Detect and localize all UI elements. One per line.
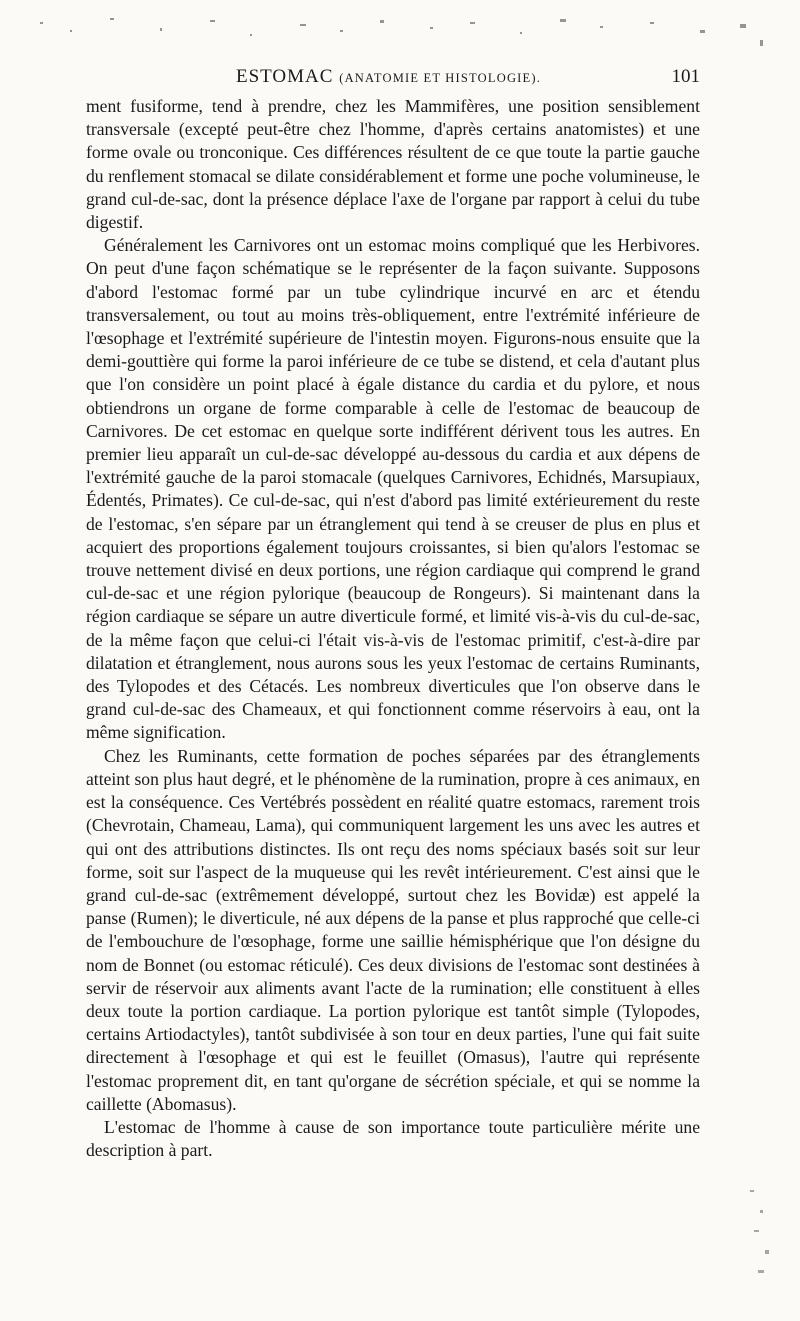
paragraph-1: ment fusiforme, tend à prendre, chez les Mammifères, une position sensiblement transversale (excepté peut-être chez l'homme, d'après certains anatomistes) et une forme ovale ou tronconique. Ces différences résultent de ce que toute la partie gauche du renflement stomacal se dilate considérablement et forme une poche volumineuse, le grand cul-de-sac, dont la présence déplace l'axe de l'organe par rapport à celui du tube digestif.: [86, 96, 700, 233]
header-title: ESTOMAC: [236, 66, 334, 87]
paragraph-2: Généralement les Carnivores ont un estomac moins compliqué que les Herbivores. On peut d'une façon schématique se le représenter de la façon suivante. Supposons d'abord l'estomac formé par un tube cylindrique incurvé en arc et étendu transversalement, ou tout au moins très-obliquement, entre l'extrémité inférieure de l'œsophage et l'extrémité supérieure de l'intestin moyen. Figurons-nous ensuite que la demi-gouttière qui forme la paroi inférieure de ce tube se distend, et cela d'autant plus que l'on considère un point placé à égale distance du cardia et du pylore, et nous obtiendrons un organe de forme comparable à celle de l'estomac de beaucoup de Carnivores. De cet estomac en quelque sorte indifférent dérivent tous les autres. En premier lieu apparaît un cul-de-sac développé au-dessous du cardia et aux dépens de l'extrémité gauche de la paroi stomacale (quelques Carnivores, Echidnés, Marsupiaux, Édentés, Primates). Ce cul-de-sac, qui n'est d'abord pas limité extérieurement du reste de l'estomac, s'en sépare par un étranglement qui tend à se creuser de plus en plus et acquiert des proportions également toujours croissantes, si bien qu'alors l'estomac se trouve nettement divisé en deux portions, une région cardiaque qui comprend le grand cul-de-sac et une région pylorique (beaucoup de Rongeurs). Si maintenant dans la région cardiaque se sépare un autre diverticule formé, et limité vis-à-vis du cul-de-sac, de la même façon que celui-ci l'était vis-à-vis de l'estomac primitif, c'est-à-dire par dilatation et étranglement, nous aurons sous les yeux l'estomac de certains Ruminants, des Tylopodes et des Cétacés. Les nombreux diverticules que l'on observe dans le grand cul-de-sac des Chameaux, et qui fonctionnent comme réservoirs à eau, ont la même signification.: [86, 235, 700, 743]
body-text: [86, 95, 700, 1162]
header-title-group: [236, 66, 541, 88]
paragraph-3: Chez les Ruminants, cette formation de poches séparées par des étranglements atteint son plus haut degré, et le phénomène de la rumination, propre à ces animaux, en est la conséquence. Ces Vertébrés possèdent en réalité quatre estomacs, rarement trois (Chevrotain, Chameau, Lama), qui communiquent largement les uns avec les autres et qui ont des attributions distinctes. Ils ont reçu des noms spéciaux basés soit sur leur forme, soit sur l'aspect de la muqueuse qui les revêt intérieurement. C'est ainsi que le grand cul-de-sac (extrêmement développé, surtout chez les Bovidæ) est appelé la panse (Rumen); le diverticule, né aux dépens de la panse et plus rapproché que celle-ci de l'embouchure de l'œsophage, forme une saillie hémisphérique que l'on désigne du nom de Bonnet (ou estomac réticulé). Ces deux divisions de l'estomac sont destinées à servir de réservoir aux aliments avant l'acte de la rumination; elle constituent à elles deux toute la portion cardiaque. La portion pylorique est tantôt simple (Tylopodes, certains Artiodactyles), tantôt subdivisée à son tour en deux parties, l'une qui fait suite directement à l'œsophage et qui est le feuillet (Omasus), l'autre qui représente l'estomac proprement dit, en tant qu'organe de sécrétion spéciale, et qui se nomme la caillette (Abomasus).: [86, 745, 700, 1114]
scan-noise-top: [0, 0, 800, 60]
page-number: 101: [671, 66, 700, 87]
header-subtitle: (ANATOMIE ET HISTOLOGIE).: [339, 71, 542, 85]
page: [86, 62, 700, 1162]
running-header: [86, 62, 700, 92]
scan-noise-margin: [740, 1180, 790, 1300]
paragraph-4: L'estomac de l'homme à cause de son importance toute particulière mérite une description à part.: [86, 1116, 700, 1161]
